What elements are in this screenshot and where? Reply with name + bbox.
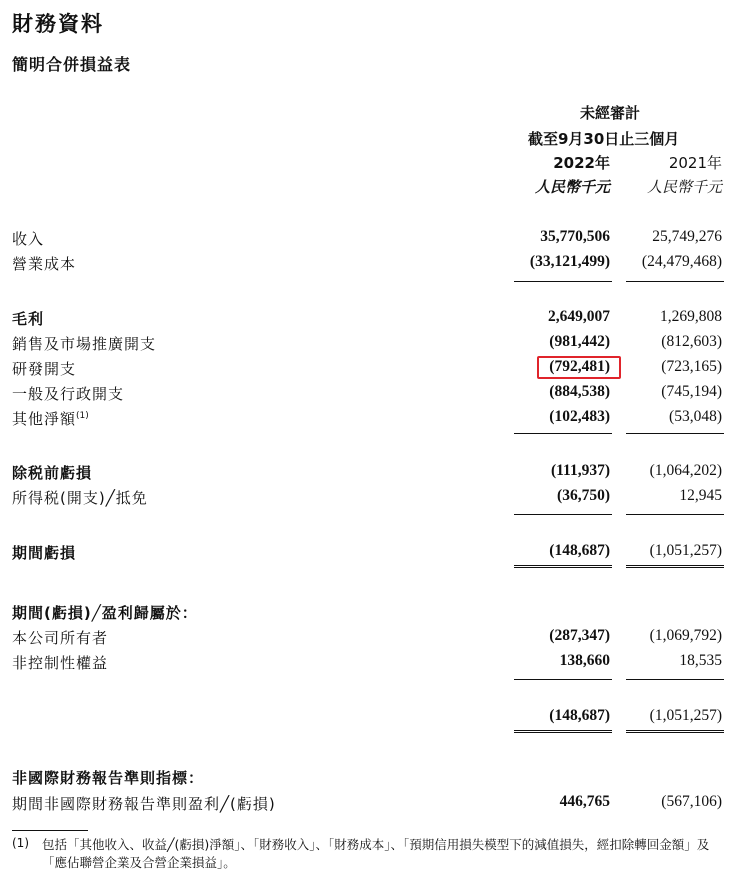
unit-current-header: 人民幣千元 xyxy=(534,178,610,196)
total-double-rule-current xyxy=(514,730,612,733)
year-current-header: 2022年 xyxy=(553,154,610,172)
period-header: 截至9月30日止三個月 xyxy=(528,130,680,148)
value-general-admin-prior: (745,194) xyxy=(661,383,722,400)
value-non-controlling-prior: 18,535 xyxy=(679,652,722,669)
audit-status-header: 未經審計 xyxy=(580,104,641,122)
value-gross-profit-prior: 1,269,808 xyxy=(660,308,722,325)
value-non-ifrs-profit-current: 446,765 xyxy=(559,793,610,810)
value-income-tax-prior: 12,945 xyxy=(679,487,722,504)
value-selling-marketing-prior: (812,603) xyxy=(661,333,722,350)
row-label-non-controlling: 非控制性權益 xyxy=(12,654,109,672)
subtotal-rule-prior xyxy=(626,433,724,434)
row-label-non-ifrs-profit: 期間非國際財務報告準則盈利╱(虧損) xyxy=(12,795,276,813)
subtotal-rule-prior xyxy=(626,514,724,515)
subtotal-rule-current xyxy=(514,514,612,515)
highlight-box xyxy=(537,356,621,379)
value-loss-before-tax-current: (111,937) xyxy=(551,462,610,479)
value-owners-prior: (1,069,792) xyxy=(649,627,722,644)
row-label-loss-for-period: 期間虧損 xyxy=(12,544,77,562)
value-non-controlling-current: 138,660 xyxy=(559,652,610,669)
row-label-owners: 本公司所有者 xyxy=(12,629,109,647)
value-attributable-total-prior: (1,051,257) xyxy=(649,707,722,724)
footnote-divider xyxy=(12,830,88,831)
row-label-revenue: 收入 xyxy=(12,230,45,248)
value-cost-of-revenue-prior: (24,479,468) xyxy=(641,253,722,270)
row-label-other-net xyxy=(12,408,89,429)
subtotal-rule-current xyxy=(514,433,612,434)
value-research-development-prior: (723,165) xyxy=(661,358,722,375)
row-label-gross-profit: 毛利 xyxy=(12,310,45,328)
row-label-income-tax: 所得税(開支)╱抵免 xyxy=(12,489,148,507)
section-heading-attributable: 期間(虧損)╱盈利歸屬於： xyxy=(12,604,198,622)
value-non-ifrs-profit-prior: (567,106) xyxy=(661,793,722,810)
total-double-rule-prior xyxy=(626,730,724,733)
subtotal-rule-prior xyxy=(626,679,724,680)
value-loss-before-tax-prior: (1,064,202) xyxy=(649,462,722,479)
subtotal-rule-current xyxy=(514,281,612,282)
row-label-loss-before-tax: 除税前虧損 xyxy=(12,464,93,482)
value-selling-marketing-current: (981,442) xyxy=(549,333,610,350)
value-research-development-current: (792,481) xyxy=(549,358,610,375)
row-label-cost-of-revenue: 營業成本 xyxy=(12,255,77,273)
year-prior-header: 2021年 xyxy=(668,154,722,172)
value-revenue-prior: 25,749,276 xyxy=(652,228,722,245)
subtotal-rule-current xyxy=(514,679,612,680)
value-other-net-current: (102,483) xyxy=(549,408,610,425)
value-income-tax-current: (36,750) xyxy=(557,487,610,504)
row-label-research-development: 研發開支 xyxy=(12,360,77,378)
value-owners-current: (287,347) xyxy=(549,627,610,644)
total-double-rule-prior xyxy=(626,565,724,568)
page-title: 財務資料 xyxy=(12,12,104,36)
value-gross-profit-current: 2,649,007 xyxy=(548,308,610,325)
value-cost-of-revenue-current: (33,121,499) xyxy=(529,253,610,270)
value-revenue-current: 35,770,506 xyxy=(540,228,610,245)
value-loss-for-period-current: (148,687) xyxy=(549,542,610,559)
other-net-label-text: 其他淨額 xyxy=(12,410,77,428)
footnote-text: 包括「其他收入、收益╱(虧損)淨額」、「財務收入」、「財務成本」、「預期信用損失模型下的減值損失，經扣除轉回金額」及「應佔聯營企業及合營企業損益」。 xyxy=(42,837,710,870)
unit-prior-header: 人民幣千元 xyxy=(646,178,722,196)
footnote-marker: (1) xyxy=(12,836,29,850)
statement-title: 簡明合併損益表 xyxy=(12,55,132,74)
value-other-net-prior: (53,048) xyxy=(669,408,722,425)
row-label-selling-marketing: 銷售及市場推廣開支 xyxy=(12,335,157,353)
value-loss-for-period-prior: (1,051,257) xyxy=(649,542,722,559)
subtotal-rule-prior xyxy=(626,281,724,282)
value-attributable-total-current: (148,687) xyxy=(549,707,610,724)
row-label-general-admin: 一般及行政開支 xyxy=(12,385,125,403)
footnote-ref: (1) xyxy=(76,411,89,421)
total-double-rule-current xyxy=(514,565,612,568)
value-general-admin-current: (884,538) xyxy=(549,383,610,400)
section-heading-non-ifrs: 非國際財務報告準則指標： xyxy=(12,769,205,787)
